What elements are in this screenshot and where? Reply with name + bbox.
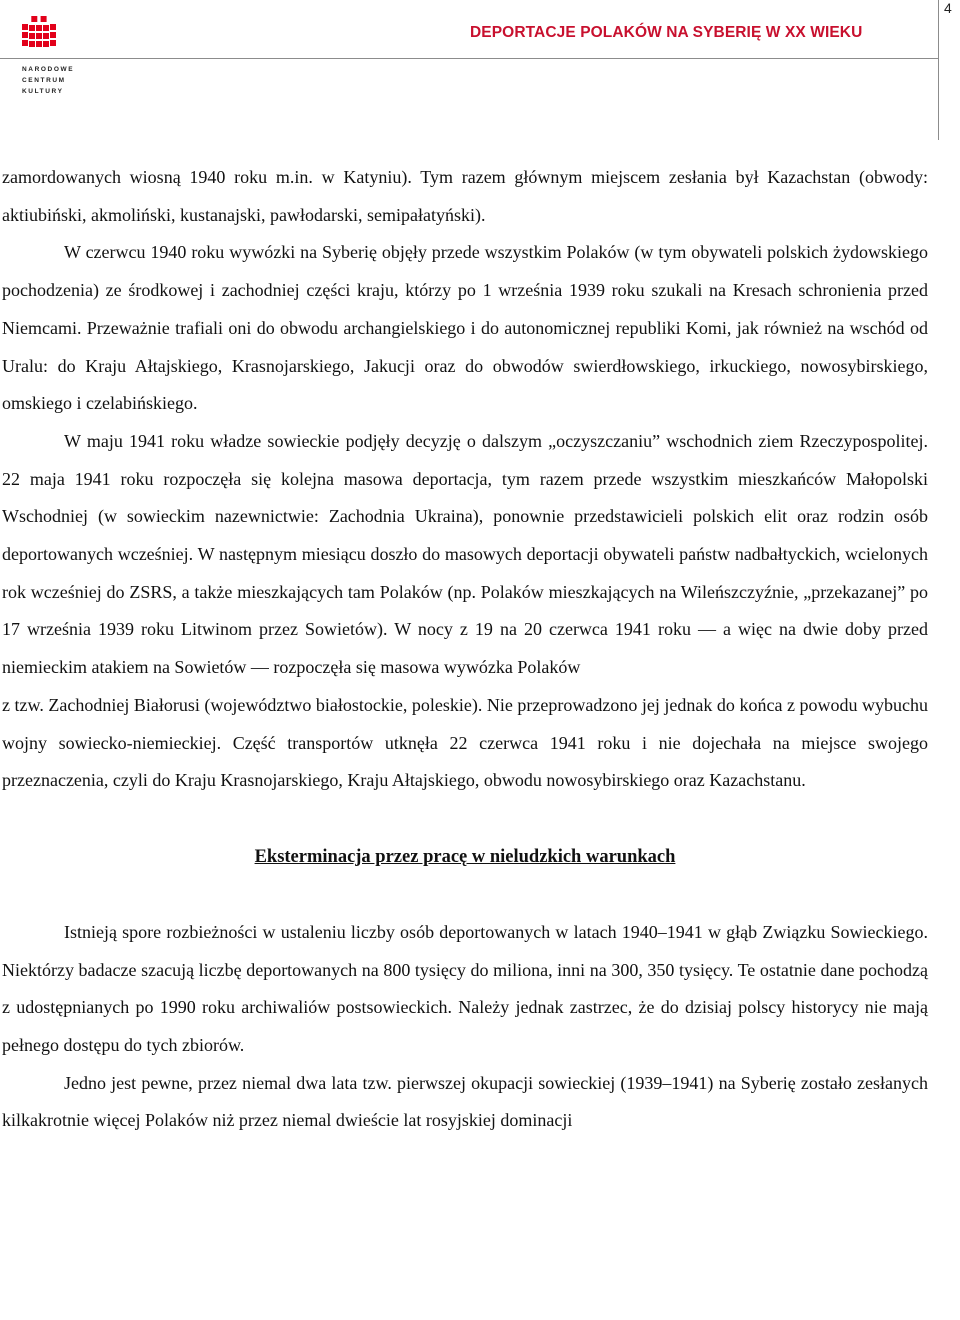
body-paragraph: W czerwcu 1940 roku wywózki na Syberię objęły przede wszystkim Polaków (w tym obywateli polskich żydowskiego pochodzenia) ze środkowej i zachodniej części kraju, którzy po 1 września 1939 roku szukali na Kresach schronienia przed Niemcami. Przeważnie trafiali oni do obwodu archangielskiego i do autonomicznej republiki Komi, jak również na wschód od Uralu: do Kraju Ałtajskiego, Krasnojarskiego, Jakucji oraz do obwodów swierdłowskiego, irkuckiego, nowosybirskiego, omskiego i czelabińskiego. (2, 242, 928, 414)
body-paragraph: Jedno jest pewne, przez niemal dwa lata tzw. pierwszej okupacji sowieckiej (1939–1941) na Syberię zostało zesłanych kilkakrotnie więcej Polaków niż przez niemal dwieście lat rosyjskiej dominacji (2, 1072, 928, 1131)
body-paragraph: zamordowanych wiosną 1940 roku m.in. w Katyniu). Tym razem głównym miejscem zesłania był Kazachstan (obwody: aktiubiński, akmoliński, kustanajski, pawłodarski, semipałatyński). (2, 167, 928, 225)
page-number: 4 (944, 0, 952, 16)
page-header (0, 0, 960, 140)
narodowe-centrum-kultury-logo-icon (22, 16, 56, 52)
body-paragraph: W maju 1941 roku władze sowieckie podjęły decyzję o dalszym „oczyszczaniu” wschodnich ziem Rzeczypospolitej. 22 maja 1941 roku rozpoczęła się kolejna masowa deportacja, tym razem przede wszystkim mieszkańców Małopolski Wschodniej (w sowieckim nazewnictwie: Zachodnia Ukraina), ponownie przedstawicieli polskich elit oraz rodzin osób deportowanych wcześniej. W następnym miesiącu doszło do masowych deportacji obywateli państw nadbałtyckich, wcielonych rok wcześniej do ZSRS, a także mieszkających tam Polaków (np. Polaków mieszkających na Wileńszczyźnie, „przekazanej” po 17 września 1939 roku Litwinom przez Sowietów). W nocy z 19 na 20 czerwca 1941 roku — a więc na dwie doby przed niemieckim atakiem na Sowietów — rozpoczęła się masowa wywózka Polaków (2, 430, 928, 678)
logo-line: NARODOWE (22, 66, 75, 73)
header-divider (0, 58, 938, 59)
logo-wordmark (22, 64, 94, 97)
document-body (2, 159, 928, 1140)
header-margin-line (938, 0, 939, 140)
document-running-title: DEPORTACJE POLAKÓW NA SYBERIĘ W XX WIEKU (470, 24, 863, 41)
body-paragraph: z tzw. Zachodniej Białorusi (województwo białostockie, poleskie). Nie przeprowadzono jej jednak do końca z powodu wybuchu wojny sowiecko-niemieckiej. Część transportów utknęła 22 czerwca 1941 roku i nie dojechała na miejsce swojego przeznaczenia, czyli do Kraju Krasnojarskiego, Kraju Ałtajskiego, obwodu nowosybirskiego oraz Kazachstanu. (2, 694, 928, 791)
logo-line: CENTRUM (22, 77, 66, 84)
logo-line: KULTURY (22, 88, 64, 95)
body-paragraph: Istnieją spore rozbieżności w ustaleniu liczby osób deportowanych w latach 1940–1941 w głąb Związku Sowieckiego. Niektórzy badacze szacują liczbę deportowanych na 800 tysięcy do miliona, inni na 300, 350 tysięcy. Te ostatnie dane pochodzą z udostępnianych po 1990 roku archiwaliów postsowieckich. Należy jednak zastrzec, że do dzisiaj polscy historycy nie mają pełnego dostępu do tych zbiorów. (2, 921, 928, 1056)
section-heading: Eksterminacja przez pracę w nieludzkich warunkach (254, 846, 676, 867)
